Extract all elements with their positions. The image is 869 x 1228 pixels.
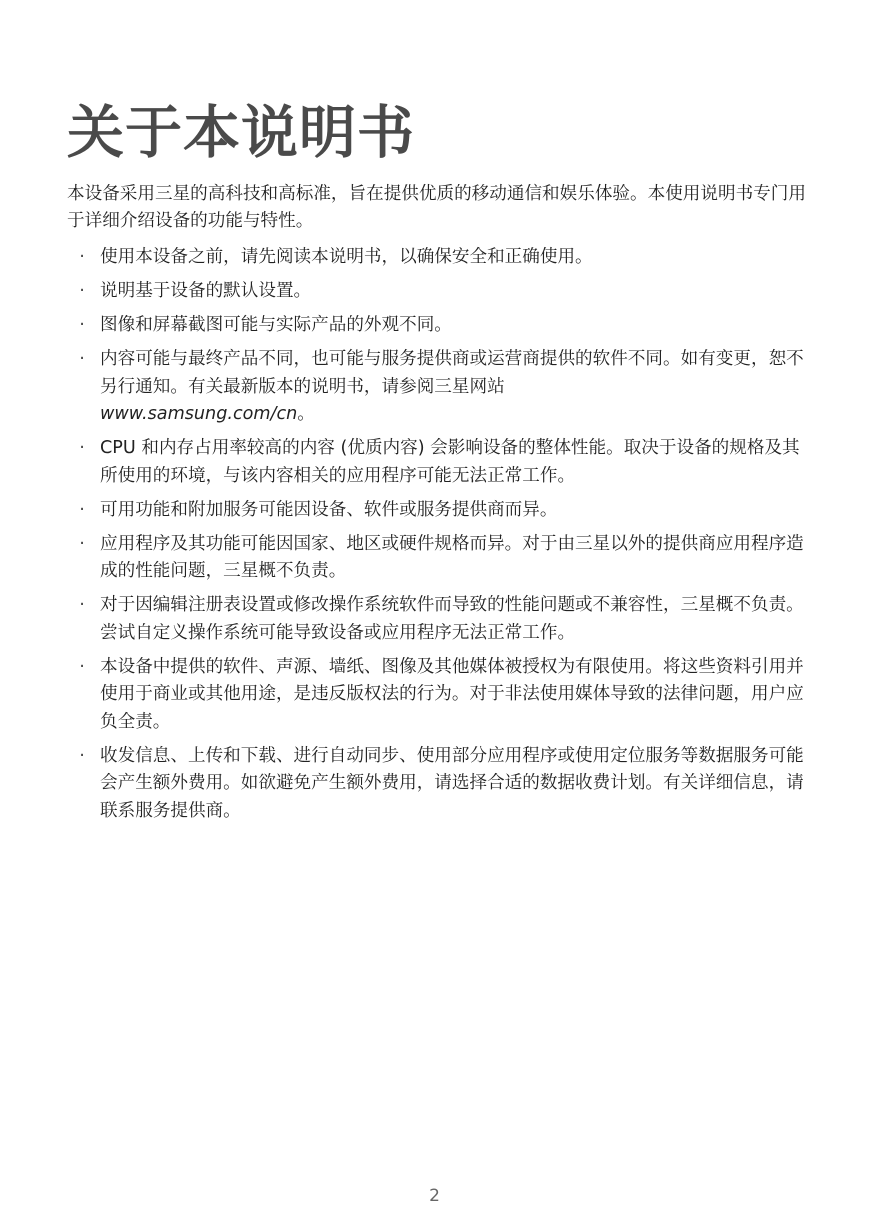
page-title: 关于本说明书 bbox=[67, 100, 415, 166]
note-item bbox=[67, 497, 807, 525]
note-text: 内容可能与最终产品不同，也可能与服务提供商或运营商提供的软件不同。如有变更，恕不另行通知。有关最新版本的说明书，请参阅三星网站 bbox=[100, 349, 804, 397]
note-text: 应用程序及其功能可能因国家、地区或硬件规格而异。对于由三星以外的提供商应用程序造成的性能问题，三星概不负责。 bbox=[100, 533, 804, 581]
note-text: 对于因编辑注册表设置或修改操作系统软件而导致的性能问题或不兼容性，三星概不负责。尝试自定义操作系统可能导致设备或应用程序无法正常工作。 bbox=[100, 595, 804, 643]
note-text: 本设备中提供的软件、声源、墙纸、图像及其他媒体被授权为有限使用。将这些资料引用并使用于商业或其他用途，是违反版权法的行为。对于非法使用媒体导致的法律问题，用户应负全责。 bbox=[100, 656, 804, 732]
note-text: 收发信息、上传和下载、进行自动同步、使用部分应用程序或使用定位服务等数据服务可能会产生额外费用。如欲避免产生额外费用，请选择合适的数据收费计划。有关详细信息，请联系服务提供商。 bbox=[100, 745, 804, 821]
note-item bbox=[67, 278, 807, 306]
note-item bbox=[67, 743, 807, 826]
bullet-icon: · bbox=[79, 533, 85, 554]
intro-paragraph: 本设备采用三星的高科技和高标准，旨在提供优质的移动通信和娱乐体验。本使用说明书专门用于详细介绍设备的功能与特性。 bbox=[67, 184, 806, 231]
note-item bbox=[67, 435, 807, 490]
note-text: CPU 和内存占用率较高的内容 (优质内容) 会影响设备的整体性能。取决于设备的规格及其所使用的环境，与该内容相关的应用程序可能无法正常工作。 bbox=[100, 438, 800, 486]
note-item bbox=[67, 654, 807, 737]
note-text: 图像和屏幕截图可能与实际产品的外观不同。 bbox=[100, 315, 452, 335]
note-text-suffix: 。 bbox=[297, 404, 315, 424]
note-text: 可用功能和附加服务可能因设备、软件或服务提供商而异。 bbox=[100, 499, 558, 520]
note-item bbox=[67, 592, 807, 647]
note-item bbox=[67, 244, 807, 272]
bullet-icon: · bbox=[79, 247, 85, 267]
note-item bbox=[67, 312, 807, 340]
bullet-icon: · bbox=[79, 438, 85, 458]
bullet-icon: · bbox=[79, 315, 85, 335]
note-text: 说明基于设备的默认设置。 bbox=[100, 281, 312, 301]
bullet-icon: · bbox=[79, 349, 85, 369]
note-item bbox=[67, 531, 807, 586]
bullet-icon: · bbox=[79, 656, 85, 677]
bullet-icon: · bbox=[79, 745, 85, 766]
note-item bbox=[67, 346, 807, 429]
bullet-icon: · bbox=[79, 281, 85, 301]
page-number: 2 bbox=[429, 1186, 440, 1206]
samsung-website-link[interactable]: www.samsung.com/cn bbox=[100, 404, 298, 424]
notes-list bbox=[67, 244, 807, 832]
note-text: 使用本设备之前，请先阅读本说明书，以确保安全和正确使用。 bbox=[100, 247, 593, 267]
bullet-icon: · bbox=[79, 595, 85, 615]
bullet-icon: · bbox=[79, 499, 85, 520]
